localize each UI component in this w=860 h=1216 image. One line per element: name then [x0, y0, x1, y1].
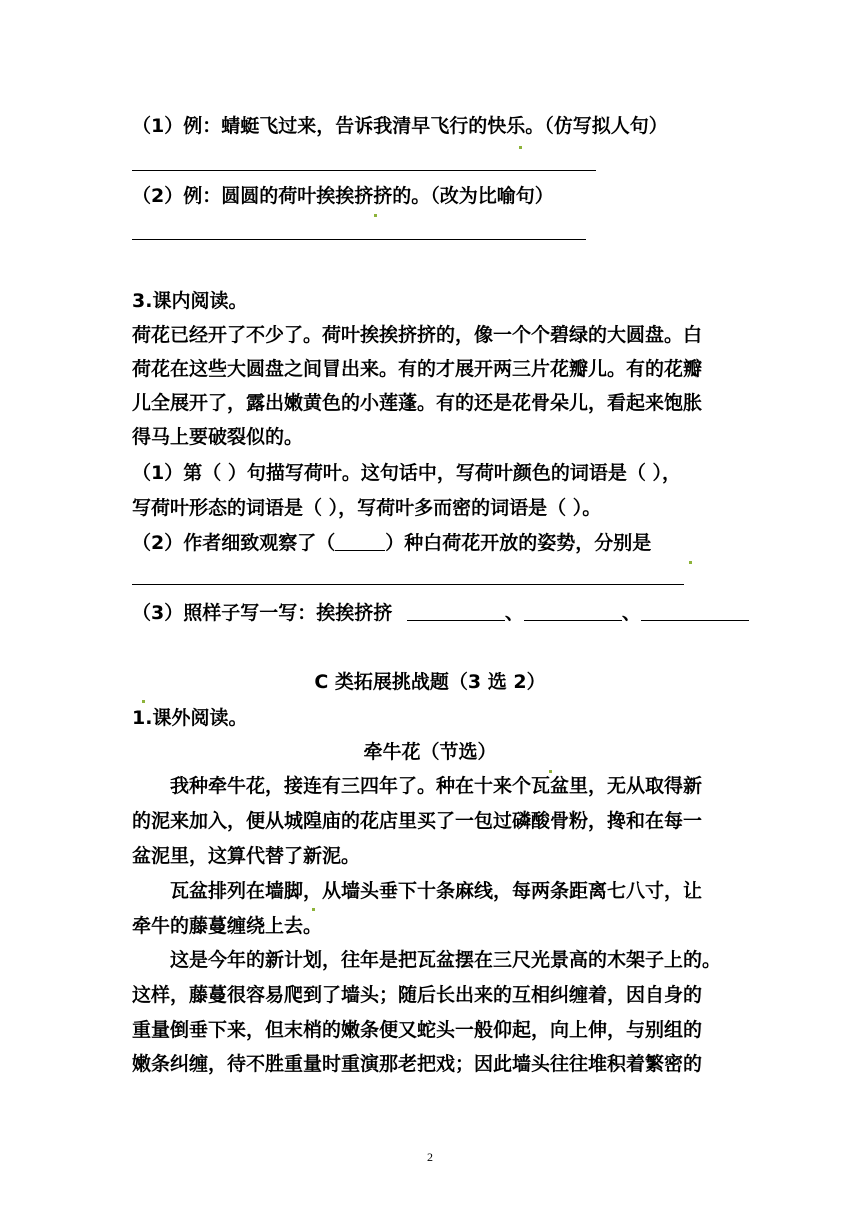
sub-question-2	[132, 531, 651, 555]
passage-line: 荷花已经开了不少了。荷叶挨挨挤挤的，像一个个碧绿的大圆盘。白	[132, 324, 703, 346]
article-line: 重量倒垂下来，但末梢的嫩条便又蛇头一般仰起，向上伸，与别组的	[132, 1019, 703, 1041]
sub-question-1-cont: 写荷叶形态的词语是（ ），写荷叶多而密的词语是（ ）。	[132, 497, 602, 519]
article-line: 嫩条纠缠，待不胜重量时重演那老把戏；因此墙头往往堆积着繁密的	[132, 1053, 703, 1075]
separator: 、	[504, 602, 524, 624]
sub-question-2-before: （2）作者细致观察了（	[132, 532, 336, 554]
article-line: 牵牛的藤蔓缠绕上去。	[132, 915, 323, 937]
speck	[374, 214, 377, 217]
passage-line: 儿全展开了，露出嫩黄色的小莲蓬。有的还是花骨朵儿，看起来饱胀	[132, 392, 703, 414]
separator: 、	[621, 602, 641, 624]
blank-3[interactable]	[641, 602, 749, 621]
speck	[689, 561, 692, 564]
answer-line-sub2[interactable]	[132, 584, 684, 585]
article-line: 瓦盆排列在墙脚，从墙头垂下十条麻线，每两条距离七八寸，让	[170, 880, 703, 902]
passage-line: 得马上要破裂似的。	[132, 426, 304, 448]
blank-2[interactable]	[524, 602, 622, 621]
article-title: 牵牛花（节选）	[363, 741, 497, 763]
sub-question-1: （1）第（ ）句描写荷叶。这句话中，写荷叶颜色的词语是（ ），	[132, 462, 681, 484]
sub-question-2-after: ）种白荷花开放的姿势，分别是	[385, 532, 652, 554]
page-number: 2	[427, 1150, 433, 1164]
passage-line: 荷花在这些大圆盘之间冒出来。有的才展开两三片花瓣儿。有的花瓣	[132, 358, 703, 380]
speck	[549, 770, 552, 773]
q1-example: （1）例：蜻蜓飞过来，告诉我清早飞行的快乐。（仿写拟人句）	[132, 115, 668, 137]
article-line: 这是今年的新计划，往年是把瓦盆摆在三尺光景高的木架子上的。	[170, 949, 722, 971]
section-3-title: 3.课内阅读。	[132, 290, 248, 312]
article-line: 盆泥里，这算代替了新泥。	[132, 845, 361, 867]
sub-question-3	[132, 601, 749, 625]
answer-line-q1[interactable]	[132, 170, 596, 171]
sub-question-3-label: （3）照样子写一写：挨挨挤挤	[132, 602, 393, 624]
speck	[142, 700, 145, 703]
article-line: 这样，藤蔓很容易爬到了墙头；随后长出来的互相纠缠着，因自身的	[132, 984, 703, 1006]
article-line: 的泥来加入，便从城隍庙的花店里买了一包过磷酸骨粉，搀和在每一	[132, 810, 703, 832]
blank-1[interactable]	[407, 602, 505, 621]
speck	[519, 146, 522, 149]
speck	[312, 908, 315, 911]
answer-line-q2[interactable]	[132, 239, 586, 240]
q2-example: （2）例：圆圆的荷叶挨挨挤挤的。（改为比喻句）	[132, 185, 554, 207]
article-line: 我种牵牛花，接连有三四年了。种在十来个瓦盆里，无从取得新	[170, 775, 703, 797]
section-c-title: C 类拓展挑战题（3 选 2）	[314, 671, 546, 693]
c1-title: 1.课外阅读。	[132, 707, 248, 729]
blank-count[interactable]	[335, 532, 385, 551]
